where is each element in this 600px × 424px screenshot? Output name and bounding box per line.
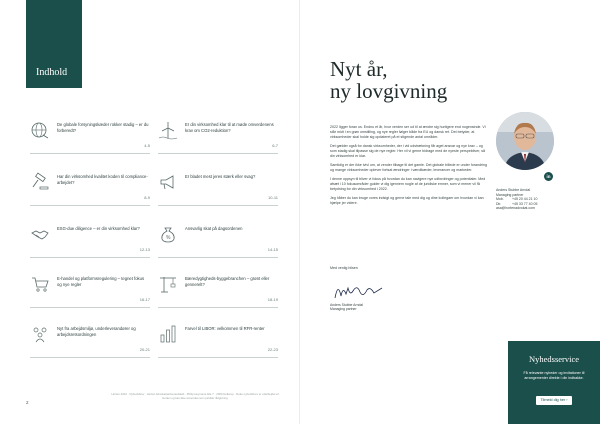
megaphone-icon — [158, 172, 178, 192]
handshake-icon — [30, 224, 50, 244]
toc-item-page: 20-21 — [139, 347, 150, 352]
newsletter-text: Få relevante nyheder og invitationer til arrangementer direkte i din indbakke. — [523, 371, 585, 380]
contact-block — [496, 188, 586, 211]
signature — [332, 276, 392, 304]
group-icon — [30, 324, 50, 344]
toc-item-title: De globale forsyningskæder rokker stadig – er du forberedt? — [57, 122, 149, 133]
toc-item-page: 10-11 — [268, 195, 278, 200]
globe-icon — [30, 120, 50, 140]
toc-item-title: Har din virksomhed kvalitet koden til compliance-arbejdet? — [57, 174, 148, 185]
divider — [158, 357, 278, 358]
toc-item-title: Bæredygtigheds-byggebranchen – grønt eller gennerelt? — [185, 276, 270, 287]
toc-item-page: 8-9 — [144, 195, 150, 200]
toc-item-title: Er din virksomhed klar til at møde omverdenens krav om CO2-reduktion? — [185, 122, 274, 133]
contact-mobile: Mob. +45 20 44 21 10 — [496, 197, 538, 202]
toc-item[interactable] — [158, 224, 278, 254]
sig-name-text: Anders Stubbe Arndal — [330, 303, 363, 307]
divider — [158, 257, 278, 258]
money-bag-icon — [158, 224, 178, 244]
toc-item-page: 12-13 — [139, 247, 150, 252]
signoff: Med venlig hilsen — [330, 266, 358, 270]
toc-item-page: 22-23 — [267, 347, 278, 352]
toc-item[interactable] — [30, 274, 150, 304]
toc-item-title: Ansvarlig skat på dagsordenen — [185, 226, 243, 231]
toc-item-title: Nyt fra arbejdsmiljø, underleverandører og arbejdsretsordningen — [57, 326, 136, 337]
contact-name: Anders Stubbe Arndal — [496, 188, 531, 192]
toc-item-page: 6-7 — [272, 143, 278, 148]
toc-item-page: 4-5 — [144, 143, 150, 148]
toc-item[interactable] — [158, 274, 278, 304]
newsletter-signup-label: Tilmeld dig her — [540, 398, 566, 402]
chevron-right-icon: › — [566, 398, 568, 402]
toc-title: Indhold — [36, 67, 68, 78]
divider — [30, 357, 150, 358]
paragraph: Samtidig er der ikke tvivl om, at vender tilbage til det gamle. Det globale billede er under forandring og mange virksomheder oplever fortsat ændringer i værdikæder, leverancer og markeder. — [330, 163, 488, 172]
paragraph: I denne oppsyn til bliver vi fokus på hvordan du kan navigere nye udfordringer og potentialer. Med afsæt i 10 fokusområder guider vi dig igennem nogle af de juridiske emner, som vi mener vil få betydning for din virksomhed i 2022. — [330, 177, 486, 191]
toc-item[interactable] — [30, 120, 150, 150]
toc-item[interactable] — [30, 324, 150, 354]
signature-name — [330, 303, 363, 311]
page-number: 2 — [26, 400, 29, 405]
contact-direct: Dir. +45 33 77 40 05 — [496, 201, 538, 206]
portrait-photo — [496, 112, 554, 170]
toc-header — [26, 0, 82, 88]
headline-line-2: ny lovgivning — [330, 79, 448, 103]
divider — [158, 307, 278, 308]
toc-item-page: 18-19 — [267, 297, 278, 302]
divider — [30, 307, 150, 308]
toc-item[interactable] — [158, 120, 278, 150]
headline-line-1: Nyt år, — [330, 57, 388, 81]
paragraph: Det gælder også for dansk virksomheder, der i vid udstrækning får øget ansvar og nye krav – og som stadig skal tilpasse sig de nye regler. Her vil vi gerne bidrage med de nyeste perspektiver, så din virksomhed er klar. — [330, 144, 486, 158]
toc-item[interactable] — [158, 172, 278, 202]
page-title — [330, 58, 447, 102]
contact-role: Managing partner — [496, 192, 524, 197]
toc-item-title: ESG-due diligence – er din virksomhed klar? — [57, 226, 140, 231]
toc-item[interactable] — [30, 224, 150, 254]
shopping-cart-icon — [30, 274, 50, 294]
gavel-icon — [30, 172, 50, 192]
newsletter-box — [508, 341, 600, 424]
svg-text:%: % — [166, 235, 171, 241]
contact-email[interactable]: asa@hortenadvokat.com — [496, 206, 535, 211]
divider — [158, 205, 278, 206]
divider — [158, 153, 278, 154]
right-page — [300, 0, 600, 424]
body-text — [330, 125, 488, 210]
toc-item-title: Farvel til LIBOR: velkommen til RFR-renter — [185, 326, 265, 331]
paragraph: Jeg håber du kan bruge vores indsigt og gerne tale med dig og dine kollegaer om hvordan vi kan hjælpe jer videre. — [330, 196, 484, 205]
toc-item-title: Er bladet mest jeres stærk eller svag? — [185, 174, 256, 179]
toc-item-page: 14-15 — [267, 247, 278, 252]
toc-item[interactable] — [158, 324, 278, 354]
divider — [30, 257, 150, 258]
sig-role-text: Managing partner — [330, 307, 357, 312]
newsletter-title: Nyhedsservice — [528, 354, 580, 364]
linkedin-icon[interactable]: in — [544, 172, 553, 181]
toc-item[interactable] — [30, 172, 150, 202]
crane-icon — [158, 274, 178, 294]
footer-note: Horten 2022 · Nyhedsbrev · Horten Advokatpartnerselskab · Philip Heymans Allé 7 · 2900 Hellerup · Dette nyhedsbrev er udarbejdet af Horten og kan ikke anvendes som juridisk rådgivning — [111, 392, 279, 400]
divider — [30, 153, 150, 154]
paragraph: 2022 ligger foran os. Endnu et år, hvor verden ser ud til at ændre sig hurtigere end nogensinde. Vi står midt i en grøn omstilling, og nye regler følger både fra EU og dansk ret. Det betyder, at virksomheder skal holde sig opdateret på et stigende antal områder. — [330, 125, 486, 139]
bar-chart-icon — [158, 324, 178, 344]
toc-item-title: E-handel og platformsregulering – tegnet fokus og nye regler — [57, 276, 145, 287]
wind-turbine-icon — [158, 120, 178, 140]
divider — [30, 205, 150, 206]
newsletter-signup-button[interactable] — [536, 396, 572, 405]
toc-item-page: 16-17 — [139, 297, 150, 302]
